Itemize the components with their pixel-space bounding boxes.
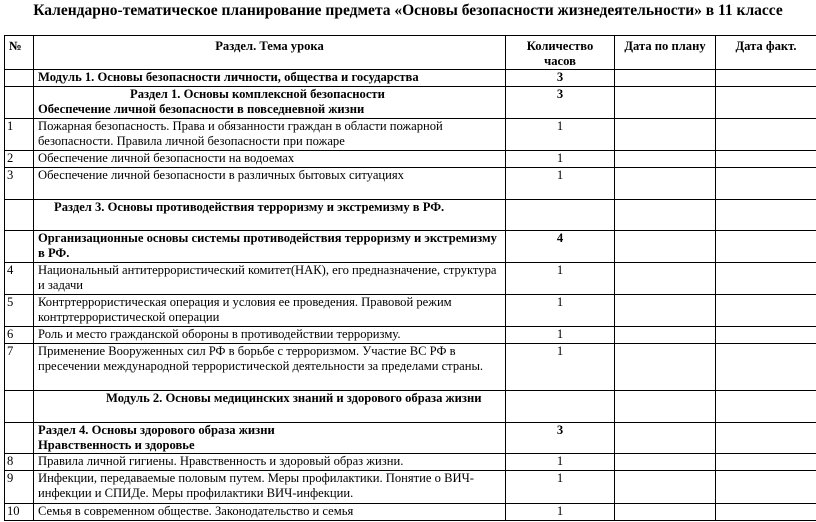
row-topic: Организационные основы системы противодействия терроризму и экстремизму в РФ.: [34, 231, 506, 263]
header-topic: Раздел. Тема урока: [34, 36, 506, 70]
row-num: 3: [5, 168, 34, 200]
row-fact-date: [716, 119, 816, 151]
table-row: [5, 168, 816, 200]
row-plan-date: [615, 423, 716, 454]
row-fact-date: [716, 87, 816, 119]
row-topic: Роль и место гражданской обороны в противодействии терроризму.: [34, 327, 506, 344]
row-hours: 1: [506, 168, 615, 200]
row-plan-date: [615, 327, 716, 344]
row-topic-line1: Раздел 4. Основы здорового образа жизни: [38, 423, 275, 437]
table-row: [5, 151, 816, 168]
row-num: [5, 70, 34, 87]
row-hours: 3: [506, 87, 615, 119]
row-num: 7: [5, 344, 34, 391]
row-fact-date: [716, 327, 816, 344]
header-plan-date: Дата по плану: [615, 36, 716, 70]
row-fact-date: [716, 423, 816, 454]
table-row: [5, 391, 816, 423]
row-hours: [506, 391, 615, 423]
row-plan-date: [615, 231, 716, 263]
row-topic: Обеспечение личной безопасности на водоемах: [34, 151, 506, 168]
row-num: [5, 423, 34, 454]
row-topic: Правила личной гигиены. Нравственность и здоровый образ жизни.: [34, 454, 506, 471]
row-topic: Инфекции, передаваемые половым путем. Меры профилактики. Понятие о ВИЧ-инфекции и СПИДе. Меры профилактики ВИЧ-инфекции.: [34, 471, 506, 504]
table-row: [5, 70, 816, 87]
row-num: [5, 200, 34, 231]
table-row: [5, 471, 816, 504]
row-plan-date: [615, 168, 716, 200]
table-row: [5, 327, 816, 344]
row-topic: Модуль 1. Основы безопасности личности, общества и государства: [34, 70, 506, 87]
row-fact-date: [716, 200, 816, 231]
row-fact-date: [716, 391, 816, 423]
row-topic: Контртеррористическая операция и условия ее проведения. Правовой режим контртеррористической операции: [34, 295, 506, 327]
row-num: 9: [5, 471, 34, 504]
row-hours: 1: [506, 295, 615, 327]
row-num: 5: [5, 295, 34, 327]
row-fact-date: [716, 504, 816, 521]
row-fact-date: [716, 151, 816, 168]
row-topic: Модуль 2. Основы медицинских знаний и здорового образа жизни: [34, 391, 506, 423]
row-hours: 1: [506, 327, 615, 344]
page-title: Календарно-тематическое планирование предмета «Основы безопасности жизнедеятельности» в 11 классе: [33, 2, 783, 19]
row-hours: 4: [506, 231, 615, 263]
row-topic: Национальный антитеррористический комитет(НАК), его предназначение, структура и задачи: [34, 263, 506, 295]
row-fact-date: [716, 471, 816, 504]
header-hours-line2: часов: [544, 54, 576, 68]
row-fact-date: [716, 168, 816, 200]
row-hours: 1: [506, 119, 615, 151]
row-hours: 1: [506, 454, 615, 471]
row-topic-line2: Обеспечение личной безопасности в повседневной жизни: [38, 102, 365, 116]
row-plan-date: [615, 263, 716, 295]
row-topic: Применение Вооруженных сил РФ в борьбе с терроризмом. Участие ВС РФ в пресечении международной террористической деятельности за пределами страны.: [34, 344, 506, 391]
row-num: 10: [5, 504, 34, 521]
table-row: [5, 200, 816, 231]
row-topic-line2: Нравственность и здоровье: [38, 438, 195, 452]
row-plan-date: [615, 454, 716, 471]
row-num: 1: [5, 119, 34, 151]
row-hours: 3: [506, 423, 615, 454]
row-topic-line1: Раздел 1. Основы комплексной безопасности: [130, 87, 385, 101]
row-topic: Обеспечение личной безопасности в различных бытовых ситуациях: [34, 168, 506, 200]
row-plan-date: [615, 70, 716, 87]
table-row: [5, 423, 816, 454]
row-topic: Семья в современном обществе. Законодательство и семья: [34, 504, 506, 521]
row-num: 2: [5, 151, 34, 168]
row-num: [5, 87, 34, 119]
plan-table: [4, 35, 816, 521]
header-hours-line1: Количество: [526, 39, 594, 53]
row-fact-date: [716, 454, 816, 471]
header-fact-date: Дата факт.: [716, 36, 816, 70]
row-num: [5, 391, 34, 423]
row-plan-date: [615, 344, 716, 391]
row-num: 4: [5, 263, 34, 295]
table-row: [5, 263, 816, 295]
table-row: [5, 295, 816, 327]
row-hours: 1: [506, 504, 615, 521]
row-plan-date: [615, 295, 716, 327]
row-hours: [506, 200, 615, 231]
table-row: [5, 119, 816, 151]
row-plan-date: [615, 391, 716, 423]
row-topic: Раздел 3. Основы противодействия терроризму и экстремизму в РФ.: [34, 200, 506, 231]
table-row: [5, 231, 816, 263]
header-num: №: [5, 36, 34, 70]
row-plan-date: [615, 471, 716, 504]
row-fact-date: [716, 231, 816, 263]
header-row: [5, 36, 816, 70]
table-row: [5, 87, 816, 119]
row-num: 8: [5, 454, 34, 471]
table-row: [5, 344, 816, 391]
row-fact-date: [716, 70, 816, 87]
header-hours: [506, 36, 615, 70]
row-hours: 3: [506, 70, 615, 87]
row-topic: [34, 423, 506, 454]
row-plan-date: [615, 200, 716, 231]
row-plan-date: [615, 504, 716, 521]
row-topic: [34, 87, 506, 119]
row-fact-date: [716, 263, 816, 295]
row-hours: 1: [506, 151, 615, 168]
row-plan-date: [615, 151, 716, 168]
table-row: [5, 504, 816, 521]
row-hours: 1: [506, 263, 615, 295]
row-num: [5, 231, 34, 263]
row-num: 6: [5, 327, 34, 344]
row-fact-date: [716, 344, 816, 391]
row-plan-date: [615, 87, 716, 119]
row-hours: 1: [506, 471, 615, 504]
row-plan-date: [615, 119, 716, 151]
table-row: [5, 454, 816, 471]
row-hours: 1: [506, 344, 615, 391]
row-fact-date: [716, 295, 816, 327]
row-topic: Пожарная безопасность. Права и обязанности граждан в области пожарной безопасности. Правила личной безопасности при пожаре: [34, 119, 506, 151]
